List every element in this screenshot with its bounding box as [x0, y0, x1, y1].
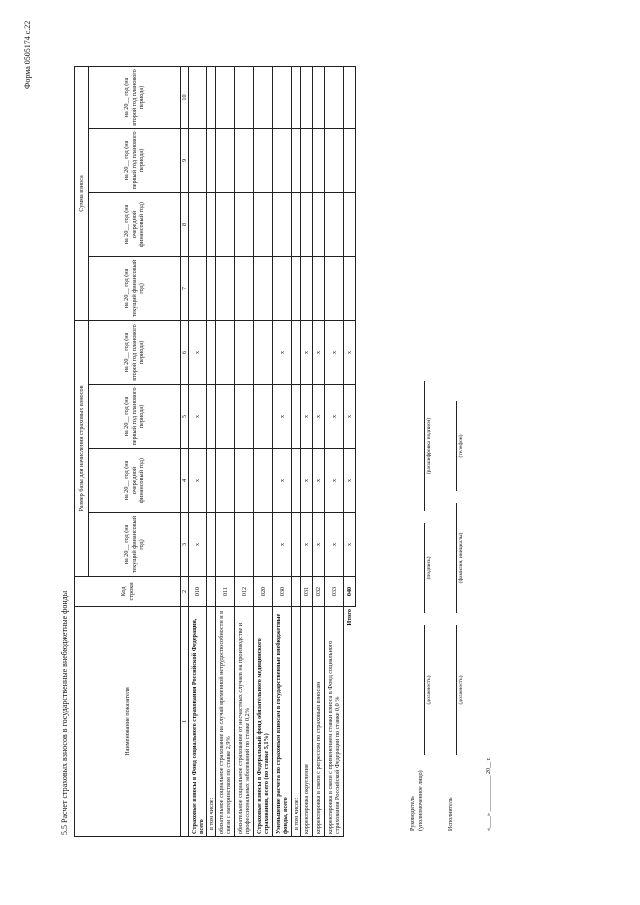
sum-value-cell[interactable]: [301, 128, 313, 192]
row-code: 031: [301, 577, 313, 607]
executor-phone-caption: (телефон): [458, 434, 464, 458]
sum-value-cell[interactable]: [189, 256, 207, 320]
header-sum-period: на 20__ год (на очередной финансовый год): [89, 192, 181, 256]
sum-value-cell[interactable]: [313, 128, 325, 192]
document-title: 5.5 Расчет страховых взносов в государственные внебюджетные фонды: [60, 590, 69, 835]
row-code: 032: [313, 577, 325, 607]
row-name: Уменьшение расчета по страховым взносам в государственные внебюджетные фонды, всего: [273, 607, 292, 837]
base-value-cell[interactable]: [254, 449, 273, 513]
sum-value-cell[interactable]: [216, 128, 235, 192]
total-base-cell: x: [344, 320, 356, 384]
table-row: [254, 66, 273, 836]
row-code: 012: [235, 577, 254, 607]
base-value-cell[interactable]: [216, 513, 235, 577]
column-number: 5: [181, 385, 189, 449]
head-signature-caption: (подпись): [426, 556, 432, 580]
column-number: 10: [181, 66, 189, 128]
row-code: 010: [189, 577, 207, 607]
column-number: 8: [181, 192, 189, 256]
row-code: [207, 577, 216, 607]
header-base-group: Размер базы для начисления страховых взносов: [75, 320, 89, 576]
base-value-cell[interactable]: x: [325, 449, 344, 513]
sum-value-cell[interactable]: [254, 66, 273, 128]
column-number: 2: [181, 577, 189, 607]
base-value-cell[interactable]: [254, 320, 273, 384]
sum-value-cell[interactable]: [292, 128, 301, 192]
row-name: обязательное социальное страхование от несчастных случаев на производстве и профессиональных заболеваний по ставке 0,2%: [235, 607, 254, 837]
sum-value-cell[interactable]: [254, 256, 273, 320]
total-base-cell: x: [344, 513, 356, 577]
sum-value-cell[interactable]: [216, 256, 235, 320]
header-sum-period: на 20__ год (на первый год планового периода): [89, 128, 181, 192]
base-value-cell[interactable]: [216, 449, 235, 513]
date-line: «____» ____________ 20__ г.: [486, 757, 492, 831]
executor-position-caption: (должность): [458, 675, 464, 705]
head-position-caption: (должность): [426, 675, 432, 705]
base-value-cell[interactable]: [207, 320, 216, 384]
sum-value-cell[interactable]: [189, 66, 207, 128]
row-code: 030: [273, 577, 292, 607]
row-name: обязательное социальное страхование на случай временной нетрудоспособности и в связи с материнством по ставке 2,9%: [216, 607, 235, 837]
table-row: [207, 66, 216, 836]
executor-position-line: [456, 625, 457, 755]
base-value-cell[interactable]: x: [301, 385, 313, 449]
sum-value-cell[interactable]: [207, 66, 216, 128]
base-value-cell[interactable]: x: [301, 513, 313, 577]
executor-phone-line: [456, 401, 457, 491]
base-value-cell[interactable]: [292, 385, 301, 449]
base-value-cell[interactable]: [292, 513, 301, 577]
row-code: 033: [325, 577, 344, 607]
total-base-cell: x: [344, 449, 356, 513]
sum-value-cell[interactable]: [254, 192, 273, 256]
base-value-cell[interactable]: [292, 449, 301, 513]
sum-value-cell[interactable]: [189, 128, 207, 192]
head-label: Руководитель: [410, 796, 416, 831]
row-code: [292, 577, 301, 607]
base-value-cell[interactable]: x: [301, 320, 313, 384]
total-sum-cell[interactable]: [344, 256, 356, 320]
sum-value-cell[interactable]: [313, 192, 325, 256]
sum-value-cell[interactable]: [273, 66, 292, 128]
base-value-cell[interactable]: [216, 385, 235, 449]
table-row: [325, 66, 344, 836]
column-number: 9: [181, 128, 189, 192]
row-name: корректировка округления: [301, 607, 313, 837]
executor-name-line: [456, 503, 457, 613]
sum-value-cell[interactable]: [216, 66, 235, 128]
sum-value-cell[interactable]: [235, 192, 254, 256]
base-value-cell[interactable]: [207, 385, 216, 449]
head-decoding-line: [424, 381, 425, 511]
base-value-cell[interactable]: [235, 449, 254, 513]
row-name: корректировка в связи с регрессом по страховым взносам: [313, 607, 325, 837]
row-name: в том числе:: [292, 607, 301, 837]
sum-value-cell[interactable]: [207, 192, 216, 256]
head-sublabel: (уполномоченное лицо): [418, 770, 424, 831]
head-decoding-caption: (расшифровка подписи): [426, 417, 432, 475]
row-name: Страховые взносы в Фонд социального страхования Российской Федерации, всего: [189, 607, 207, 837]
sum-value-cell[interactable]: [189, 192, 207, 256]
base-value-cell[interactable]: x: [325, 320, 344, 384]
sum-value-cell[interactable]: [325, 128, 344, 192]
sum-value-cell[interactable]: [325, 66, 344, 128]
row-name: Страховые взносы в Федеральный фонд обязательного медицинского страхования, всего (по ставке 5,1%): [254, 607, 273, 837]
column-number: 3: [181, 513, 189, 577]
contributions-table: [74, 66, 356, 837]
sum-value-cell[interactable]: [235, 256, 254, 320]
sum-value-cell[interactable]: [301, 192, 313, 256]
table-row: [189, 66, 207, 836]
base-value-cell[interactable]: [207, 449, 216, 513]
column-number: 4: [181, 449, 189, 513]
sum-value-cell[interactable]: [292, 66, 301, 128]
sum-value-cell[interactable]: [301, 256, 313, 320]
header-base-period: на 20__ год (на очередной финансовый год): [89, 449, 181, 513]
table-row: [301, 66, 313, 836]
sum-value-cell[interactable]: [254, 128, 273, 192]
base-value-cell[interactable]: x: [313, 513, 325, 577]
header-sum-period: на 20__ год (на второй год планового периода): [89, 66, 181, 128]
table-row: [313, 66, 325, 836]
base-value-cell[interactable]: x: [273, 320, 292, 384]
base-value-cell[interactable]: x: [273, 385, 292, 449]
base-value-cell[interactable]: x: [313, 320, 325, 384]
base-value-cell[interactable]: x: [189, 320, 207, 384]
total-sum-cell[interactable]: [344, 192, 356, 256]
column-number: 6: [181, 320, 189, 384]
executor-name-caption: (фамилия, инициалы): [458, 532, 464, 584]
head-signature-line: [424, 523, 425, 613]
header-sum-period: на 20__ год (на текущий финансовый год): [89, 256, 181, 320]
base-value-cell[interactable]: x: [189, 513, 207, 577]
base-value-cell[interactable]: [235, 513, 254, 577]
total-sum-cell[interactable]: [344, 128, 356, 192]
sum-value-cell[interactable]: [207, 128, 216, 192]
sum-value-cell[interactable]: [301, 66, 313, 128]
sum-value-cell[interactable]: [235, 128, 254, 192]
row-name: корректировка в связи с применением ставки взноса в Фонд социального страхования Российской Федерации по ставке 0,0 %: [325, 607, 344, 837]
base-value-cell[interactable]: x: [273, 449, 292, 513]
base-value-cell[interactable]: x: [325, 385, 344, 449]
base-value-cell[interactable]: [254, 513, 273, 577]
table-row: [235, 66, 254, 836]
sum-value-cell[interactable]: [292, 192, 301, 256]
base-value-cell[interactable]: x: [273, 513, 292, 577]
total-row: [344, 66, 356, 836]
total-sum-cell[interactable]: [344, 66, 356, 128]
total-code: 040: [344, 577, 356, 607]
base-value-cell[interactable]: [235, 385, 254, 449]
sum-value-cell[interactable]: [273, 256, 292, 320]
base-value-cell[interactable]: x: [313, 385, 325, 449]
row-code: 020: [254, 577, 273, 607]
sum-value-cell[interactable]: [325, 256, 344, 320]
sum-value-cell[interactable]: [273, 192, 292, 256]
executor-label: Исполнитель: [448, 797, 454, 831]
sum-value-cell[interactable]: [207, 256, 216, 320]
sum-value-cell[interactable]: [313, 66, 325, 128]
base-value-cell[interactable]: x: [189, 385, 207, 449]
base-value-cell[interactable]: [254, 385, 273, 449]
header-base-period: на 20__ год (на второй год планового периода): [89, 320, 181, 384]
header-name: Наименование показателя: [75, 607, 181, 837]
sum-value-cell[interactable]: [325, 192, 344, 256]
form-code: Форма 0505174 с.22: [23, 20, 32, 89]
header-base-period: на 20__ год (на первый год планового периода): [89, 385, 181, 449]
total-base-cell: x: [344, 385, 356, 449]
header-code: Код строки: [75, 577, 181, 607]
sum-value-cell[interactable]: [273, 128, 292, 192]
base-value-cell[interactable]: x: [301, 449, 313, 513]
column-number: 7: [181, 256, 189, 320]
table-row: [292, 66, 301, 836]
base-value-cell[interactable]: x: [313, 449, 325, 513]
head-position-line: [424, 625, 425, 755]
sum-value-cell[interactable]: [313, 256, 325, 320]
sum-value-cell[interactable]: [235, 66, 254, 128]
sum-value-cell[interactable]: [292, 256, 301, 320]
total-label: Итого: [344, 607, 356, 837]
table-row: [273, 66, 292, 836]
row-code: 011: [216, 577, 235, 607]
column-number: 1: [181, 607, 189, 837]
row-name: в том числе:: [207, 607, 216, 837]
sum-value-cell[interactable]: [216, 192, 235, 256]
base-value-cell[interactable]: x: [189, 449, 207, 513]
base-value-cell[interactable]: [292, 320, 301, 384]
base-value-cell[interactable]: [207, 513, 216, 577]
header-base-period: на 20__ год (на текущий финансовый год): [89, 513, 181, 577]
base-value-cell[interactable]: [235, 320, 254, 384]
base-value-cell[interactable]: [216, 320, 235, 384]
header-sum-group: Сумма взноса: [75, 66, 89, 320]
base-value-cell[interactable]: x: [325, 513, 344, 577]
table-row: [216, 66, 235, 836]
